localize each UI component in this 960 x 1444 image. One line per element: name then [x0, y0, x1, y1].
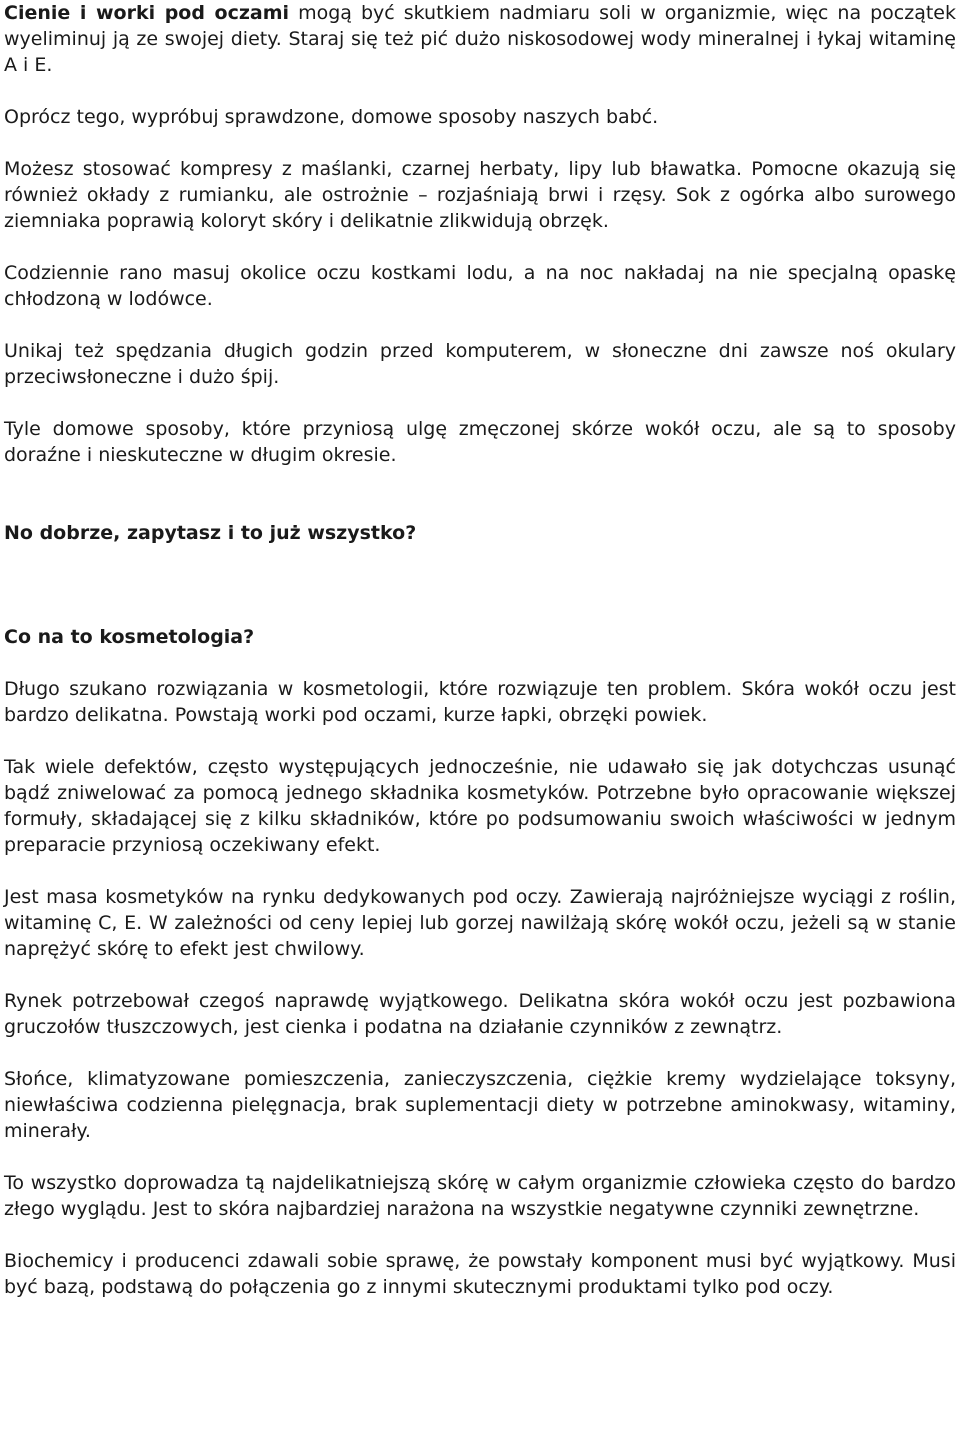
paragraph-salt — [4, 0, 956, 78]
paragraph-home-remedies: Oprócz tego, wypróbuj sprawdzone, domowe sposoby naszych babć. — [4, 106, 659, 128]
paragraph-salt-lead: Cienie i worki pod oczami — [4, 2, 290, 24]
paragraph-ice-massage: Codziennie rano masuj okolice oczu kostkami lodu, a na noc nakładaj na nie specjalną opaskę chłodzoną w lodówce. — [4, 262, 956, 310]
paragraph-short-term: Tyle domowe sposoby, które przyniosą ulgę zmęczonej skórze wokół oczu, ale są to sposoby doraźne i nieskuteczne w długim okresie. — [4, 418, 956, 466]
paragraph-consequences: To wszystko doprowadza tą najdelikatniejszą skórę w całym organizmie człowieka często do bardzo złego wyglądu. Jest to skóra najbardziej narażona na wszystkie negatywne czynniki zewnętrzne. — [4, 1172, 956, 1220]
paragraph-market-needs: Rynek potrzebował czegoś naprawdę wyjątkowego. Delikatna skóra wokół oczu jest pozbawiona gruczołów tłuszczowych, jest cienka i podatna na działanie czynników z zewnątrz. — [4, 990, 956, 1038]
paragraph-salt-text: mogą być skutkiem nadmiaru soli w organizmie, więc na początek wyeliminuj ją ze swojej diety. Staraj się też pić dużo niskosodowej wody mineralnej i łykaj witaminę A i E. — [4, 2, 956, 76]
paragraph-market-cosmetics: Jest masa kosmetyków na rynku dedykowanych pod oczy. Zawierają najróżniejsze wyciągi z roślin, witaminę C, E. W zależności od ceny lepiej lub gorzej nawilżają skórę wokół oczu, jeżeli są w stanie naprężyć skórę to efekt jest chwilowy. — [4, 886, 956, 960]
paragraph-defects: Tak wiele defektów, często występujących jednocześnie, nie udawało się jak dotychczas usunąć bądź zniwelować za pomocą jednego składnika kosmetyków. Potrzebne było opracowanie większej formuły, składającej się z kilku składników, które po podsumowaniu swoich właściwości w jednym preparacie przyniosą oczekiwany efekt. — [4, 756, 956, 856]
paragraph-compresses: Możesz stosować kompresy z maślanki, czarnej herbaty, lipy lub bławatka. Pomocne okazują się również okłady z rumianku, ale ostrożnie – rozjaśniają brwi i rzęsy. Sok z ogórka albo surowego ziemniaka poprawią koloryt skóry i delikatnie zlikwidują obrzęk. — [4, 158, 956, 232]
paragraph-search-solution: Długo szukano rozwiązania w kosmetologii, które rozwiązuje ten problem. Skóra wokół oczu jest bardzo delikatna. Powstają worki pod oczami, kurze łapki, obrzęki powiek. — [4, 678, 956, 726]
heading-cosmetology: Co na to kosmetologia? — [4, 626, 255, 648]
heading-question: No dobrze, zapytasz i to już wszystko? — [4, 522, 417, 544]
paragraph-factors: Słońce, klimatyzowane pomieszczenia, zanieczyszczenia, ciężkie kremy wydzielające toksyny, niewłaściwa codzienna pielęgnacja, brak suplementacji diety w potrzebne aminokwasy, witaminy, minerały. — [4, 1068, 956, 1142]
paragraph-computer: Unikaj też spędzania długich godzin przed komputerem, w słoneczne dni zawsze noś okulary przeciwsłoneczne i dużo śpij. — [4, 340, 956, 388]
paragraph-biochemists: Biochemicy i producenci zdawali sobie sprawę, że powstały komponent musi być wyjątkowy. Musi być bazą, podstawą do połączenia go z innymi skutecznymi produktami tylko pod oczy. — [4, 1250, 956, 1298]
